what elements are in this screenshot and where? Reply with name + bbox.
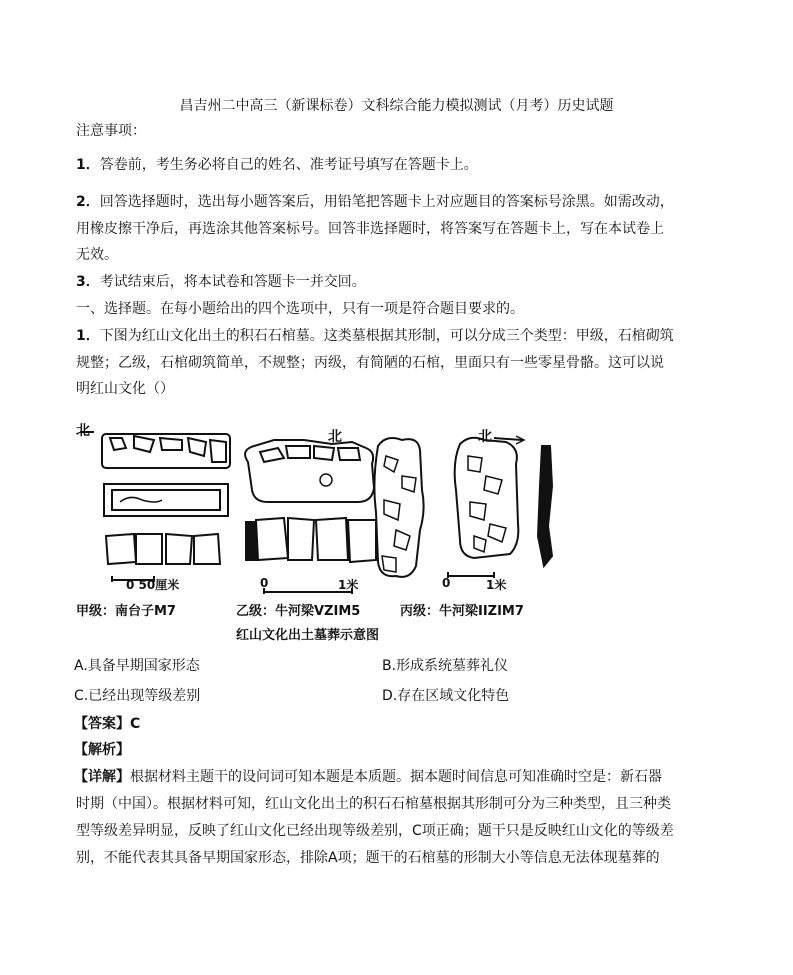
caption-b: 乙级：牛河梁VZIM5 xyxy=(236,604,361,619)
detail-line-2: 时期（中国）。根据材料可知，红山文化出土的积石石棺墓根据其形制可分为三种类型，且三种类 xyxy=(76,796,671,812)
tomb-b-drawing xyxy=(245,440,376,594)
north-label: 北 xyxy=(478,429,492,445)
option-a[interactable] xyxy=(74,656,200,676)
caption-c: 丙级：牛河梁IIZIM7 xyxy=(400,604,524,619)
question-line-3: 明红山文化（） xyxy=(76,381,174,397)
answer-value: C xyxy=(130,716,141,732)
notice-text: 回答选择题时，选出每小题答案后，用铅笔把答题卡上对应题目的答案标号涂黑。如需改动， xyxy=(99,194,674,210)
scale-label-b-end: 1米 xyxy=(338,578,359,592)
figure-title: 红山文化出土墓葬示意图 xyxy=(236,628,380,643)
answer-label: 【答案】 xyxy=(74,716,130,732)
detail-line-3: 型等级差异明显，反映了红山文化已经出现等级差别，C项正确；题干只是反映红山文化的等级差 xyxy=(76,823,674,839)
section-heading: 一、选择题。在每小题给出的四个选项中，只有一项是符合题目要求的。 xyxy=(76,301,524,317)
tomb-a-drawing xyxy=(80,432,230,582)
option-label: A. xyxy=(74,658,88,674)
scale-label-c-start: 0 xyxy=(442,576,451,590)
detail-text: 根据材料主题干的设问词可知本题是本质题。据本题时间信息可知准确时空是：新石器 xyxy=(130,769,662,785)
option-text: 已经出现等级差别 xyxy=(88,688,201,704)
tomb-figure xyxy=(76,416,576,648)
caption-a: 甲级：南台子M7 xyxy=(76,604,176,619)
notice-item-2-end: 无效。 xyxy=(76,247,118,263)
option-b[interactable] xyxy=(382,656,508,676)
notice-num: 1． xyxy=(76,157,100,173)
scale-label-c-end: 1米 xyxy=(486,578,507,592)
option-c[interactable] xyxy=(74,686,200,706)
question-line-1 xyxy=(76,326,674,346)
scale-label-a: 0 50厘米 xyxy=(126,578,180,592)
option-text: 具备早期国家形态 xyxy=(87,658,200,674)
notice-item-1 xyxy=(76,155,478,175)
option-text: 存在区域文化特色 xyxy=(397,688,510,704)
option-label: B. xyxy=(382,658,397,674)
answer-line xyxy=(74,714,140,734)
notice-num: 3． xyxy=(76,274,100,290)
question-line-2: 规整；乙级，石棺砌筑简单，不规整；丙级，有简陋的石棺，里面只有一些零星骨骼。这可以说 xyxy=(76,355,664,371)
notice-text: 考试结束后，将本试卷和答题卡一并交回。 xyxy=(99,274,366,290)
question-num: 1． xyxy=(76,328,100,344)
north-label: 北 xyxy=(328,429,342,445)
option-text: 形成系统墓葬礼仪 xyxy=(396,658,509,674)
question-text: 下图为红山文化出土的积石石棺墓。这类墓根据其形制，可以分成三个类型：甲级，石棺砌筑 xyxy=(99,328,674,344)
scale-label-b-start: 0 xyxy=(260,576,269,590)
notice-item-3 xyxy=(76,272,366,292)
notice-heading: 注意事项： xyxy=(76,123,146,139)
detail-label: 【详解】 xyxy=(74,769,130,785)
detail-line-1 xyxy=(74,767,662,787)
page-title: 昌吉州二中高三（新课标卷）文科综合能力模拟测试（月考）历史试题 xyxy=(179,98,614,114)
analysis-label: 【解析】 xyxy=(74,742,130,758)
notice-item-2 xyxy=(76,192,674,212)
option-d[interactable] xyxy=(382,686,509,706)
detail-line-4: 别，不能代表其具备早期国家形态，排除A项；题干的石棺墓的形制大小等信息无法体现墓葬的 xyxy=(76,850,660,866)
north-label: 北 xyxy=(76,423,90,439)
tomb-c-drawing xyxy=(374,436,552,578)
option-label: C. xyxy=(74,688,89,704)
notice-item-2-cont: 用橡皮擦干净后，再选涂其他答案标号。回答非选择题时，将答案写在答题卡上，写在本试卷上 xyxy=(76,221,664,237)
notice-text: 答卷前，考生务必将自己的姓名、准考证号填写在答题卡上。 xyxy=(99,157,478,173)
notice-num: 2． xyxy=(76,194,100,210)
option-label: D. xyxy=(382,688,398,704)
